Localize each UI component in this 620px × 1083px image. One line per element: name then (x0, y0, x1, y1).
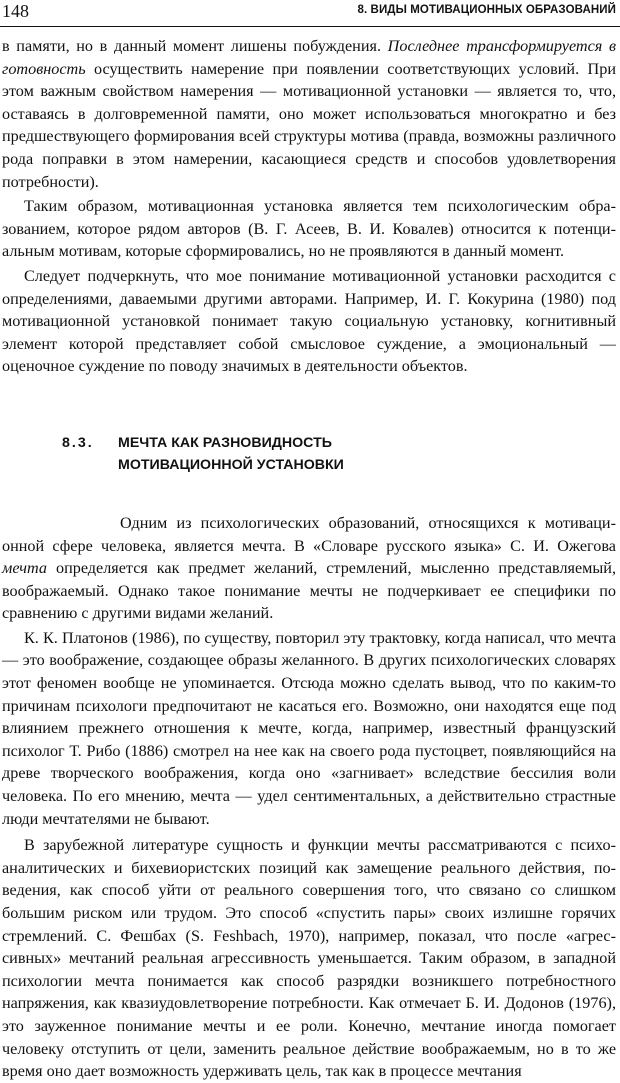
running-head: 8. ВИДЫ МОТИВАЦИОННЫХ ОБРАЗОВАНИЙ (357, 4, 616, 16)
paragraph-1-italic: Последнее трансформируется в готовность (2, 37, 616, 78)
paragraph-1-part-c: осуществить намерение при появлении соответствующих условий. При этом важным свойством намерения — мотивационной установки — является то, что, оставаясь в долговременной памяти, оно может использоваться многократно и без предшествующего формирования всей структуры мотива (правда, возможны различного рода поправки в этом намерении, касающиеся средств и способов удовлетворения потребности). (2, 59, 616, 191)
body-text (2, 35, 616, 1083)
paragraph-1-part-a: в памяти, но в данный момент лишены побуждения. (2, 37, 388, 55)
section-number: 8.3. (62, 434, 94, 451)
section-title-line-2: МОТИВАЦИОННОЙ УСТАНОВКИ (118, 456, 344, 473)
paragraph-2: Таким образом, мотивационная установка является тем психологическим образованием, которое рядом авторов (В. Г. Асеев, В. И. Ковалев) относится к потенциальным мотивам, которые сформировались, но не проявляются в данный момент. (2, 197, 616, 261)
paragraph-4 (2, 512, 616, 625)
paragraph-1 (2, 35, 616, 193)
paragraph-4-part-c: определяется как предмет желаний, стремлений, мысленно представляемый, воображаемый. Однако такое понимание мечты не подчеркивает ее специфики по сравнению с другими видами желаний. (2, 559, 616, 623)
section-title-line-1: МЕЧТА КАК РАЗНОВИДНОСТЬ (118, 434, 332, 451)
paragraph-4-italic: мечта (2, 559, 48, 578)
paragraph-6: В зарубежной литературе сущность и функции мечты рассматриваются с психоаналитических и бихевиористских позиций как замещение реального действия, поведения, как способ уйти от реального совершения того, что связано со слишком большим риском или трудом. Это способ «спустить пары» своих излишне горячих стремлений. С. Фешбах (S. Feshbach, 1970), например, показал, что после «агрессивных» мечтаний реальная агрессивность уменьшается. Таким образом, в западной психологии мечта понимается как способ разрядки возникшего потребностного напряжения, как квазиудовлетворение потребности. Как отмечает Б. И. Додонов (1976), это зауженное понимание мечты и ее роли. Конечно, мечтание иногда помогает человеку отступить от цели, заменить реальное действие воображаемым, но в то же время оно дает возможность удерживать цель, так как в процессе мечтания (2, 836, 616, 1081)
paragraph-3: Следует подчеркнуть, что мое понимание мотивационной установки расходится с определениями, даваемыми другими авторами. Например, И. Г. Кокурина (1980) под мотивационной установкой понимает такую социальную установку, когнитивный элемент которой представляет собой смысловое суждение, а эмоциональный — оценочное суждение по поводу значимых в деятельности объектов. (2, 266, 616, 376)
paragraph-5: К. К. Платонов (1986), по существу, повторил эту трактовку, когда написал, что мечта — это воображение, создающее образы желанного. В других психологических словарях этот феномен вообще не упоминается. Отсюда можно сделать вывод, что по каким-то причинам психологи предпочитают не касаться его. Возможно, они находятся еще под влиянием прежнего отношения к мечте, когда, например, известный французский психолог Т. Рибо (1886) смотрел на нее как на своего рода пустоцвет, появляющийся на древе творческого воображения, когда оно «загнивает» вследствие бессилия воли человека. По его мнению, мечта — удел сентиментальных, а действительно страстные люди мечтателями не бывают. (2, 628, 616, 828)
page-header (0, 0, 620, 27)
page-number: 148 (2, 1, 29, 21)
paragraph-4-part-a: Одним из психологических образований, относящихся к мотивационной сфере человека, является мечта. В «Словаре русского языка» С. И. Ожегова (2, 513, 616, 555)
section-heading (2, 432, 616, 476)
